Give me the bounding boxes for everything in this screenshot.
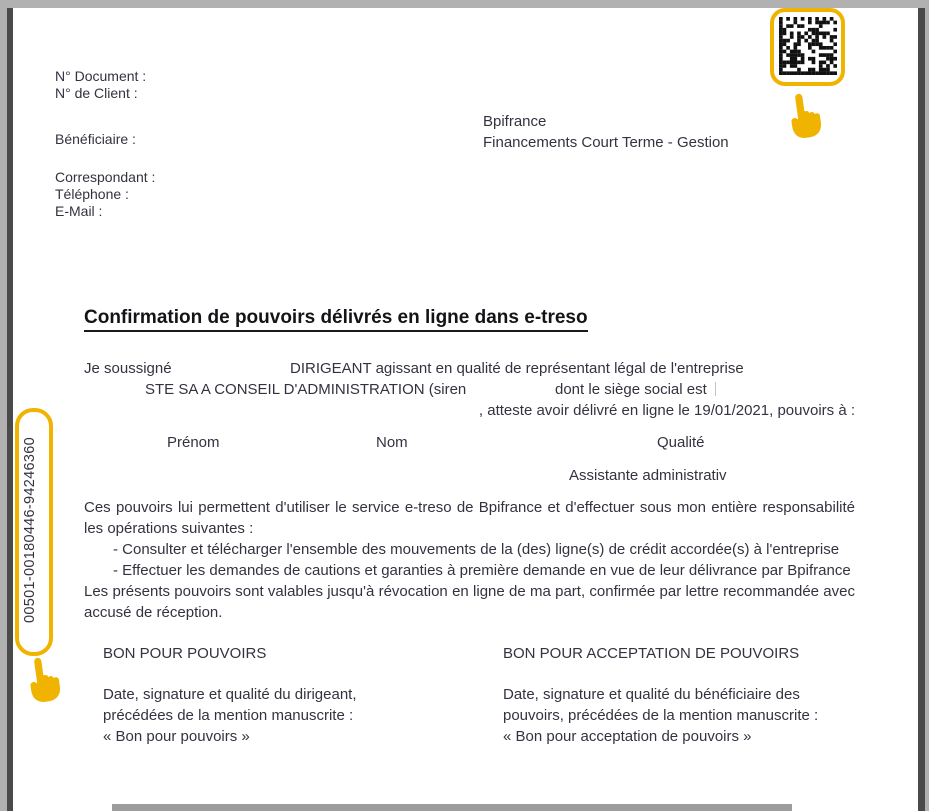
header-document-numbers [55, 68, 146, 102]
reference-number-vertical[interactable]: 00501-00180446-94246360 [22, 437, 38, 623]
client-number-label: N° de Client : [55, 85, 138, 101]
text-caret-mark [715, 382, 716, 396]
delegate-role-row [84, 465, 855, 486]
permissions-intro-paragraph: Ces pouvoirs lui permettent d'utiliser le service e-treso de Bpifrance et d'effectuer sous mon entière responsabilité les opérations suivantes : [84, 499, 855, 537]
phone-label: Téléphone : [55, 186, 129, 202]
permission-item-1: - Consulter et télécharger l'ensemble des mouvements de la (des) ligne(s) de crédit accordée(s) à l'entreprise [113, 541, 840, 558]
intro-address-text: dont le siège social est [555, 381, 707, 398]
correspondent-label: Correspondant : [55, 169, 156, 185]
organization-block [483, 111, 729, 153]
beneficiary-label: Bénéficiaire : [55, 131, 136, 147]
pointer-hand-icon [785, 92, 829, 142]
intro-role-text: DIRIGEANT agissant en qualité de représentant légal de l'entreprise [290, 360, 744, 377]
signature-left-line3: « Bon pour pouvoirs » [103, 728, 250, 745]
signature-right-line1: Date, signature et qualité du bénéficiaire des [503, 686, 800, 703]
org-department: Financements Court Terme - Gestion [483, 134, 729, 151]
col-header-role: Qualité [657, 434, 705, 451]
doc-number-label: N° Document : [55, 68, 147, 84]
intro-line-2 [84, 379, 855, 400]
signature-heading-left: BON POUR POUVOIRS [103, 645, 267, 662]
intro-line-1 [84, 358, 855, 379]
email-label: E-Mail : [55, 203, 103, 219]
signature-right-line2: pouvoirs, précédées de la mention manuscrite : [503, 707, 819, 724]
col-header-lastname: Nom [376, 434, 408, 451]
header-contact-labels [55, 169, 155, 220]
signature-right-line3: « Bon pour acceptation de pouvoirs » [503, 728, 752, 745]
signature-section [103, 643, 855, 747]
org-name: Bpifrance [483, 113, 547, 130]
signature-heading-right: BON POUR ACCEPTATION DE POUVOIRS [503, 645, 800, 662]
signature-left-line2: précédées de la mention manuscrite : [103, 707, 354, 724]
delegate-role-value: Assistante administrativ [569, 467, 727, 484]
signature-left-line1: Date, signature et qualité du dirigeant, [103, 686, 357, 703]
datamatrix-barcode-icon[interactable] [779, 17, 837, 75]
validity-paragraph: Les présents pouvoirs sont valables jusqu'à révocation en ligne de ma part, confirmée par lettre recommandée avec accusé de réception. [84, 583, 855, 621]
intro-signer-label: Je soussigné [84, 360, 172, 377]
intro-paragraph [84, 358, 855, 421]
signature-block-beneficiary [503, 643, 855, 747]
horizontal-scrollbar[interactable] [112, 804, 792, 811]
intro-company-text: STE SA A CONSEIL D'ADMINISTRATION (siren [145, 381, 467, 398]
signature-block-director [103, 643, 503, 747]
window-border-right [918, 8, 925, 811]
page-title: Confirmation de pouvoirs délivrés en ligne dans e-treso [84, 307, 588, 332]
permission-item-2: - Effectuer les demandes de cautions et garanties à première demande en vue de leur délivrance par Bpifrance [113, 562, 851, 579]
delegate-column-headers [84, 432, 855, 453]
intro-line-3: , atteste avoir délivré en ligne le 19/01/2021, pouvoirs à : [478, 402, 855, 419]
document-page [13, 8, 918, 811]
col-header-firstname: Prénom [167, 434, 220, 451]
pointer-hand-icon [24, 656, 68, 706]
document-body [84, 307, 855, 747]
